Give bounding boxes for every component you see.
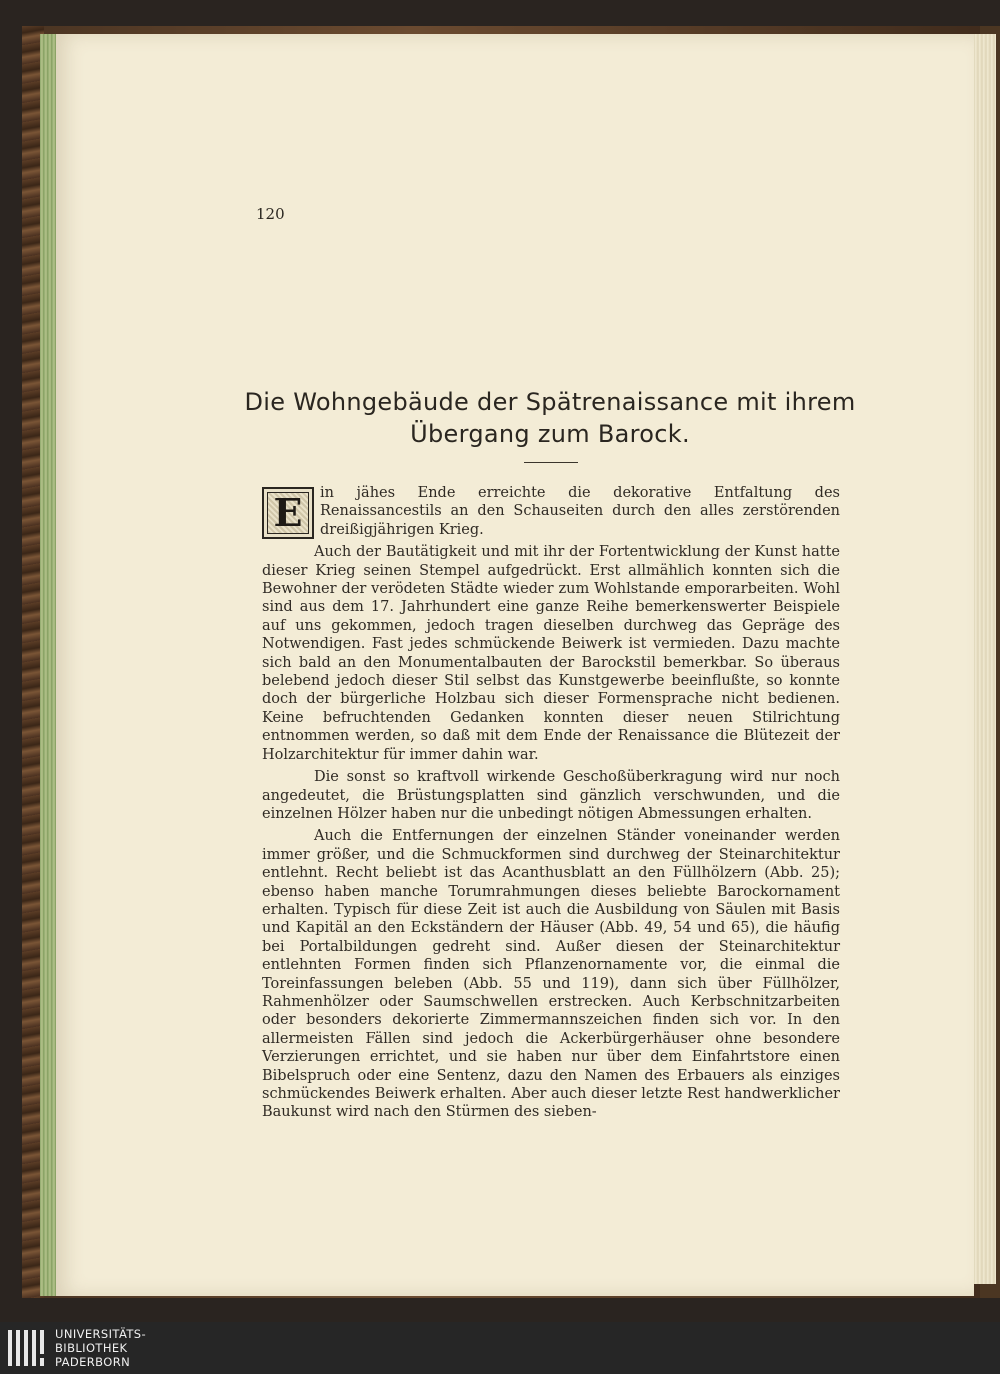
library-logo-icon: [8, 1330, 50, 1366]
library-name-line-2: BIBLIOTHEK: [55, 1341, 128, 1355]
paragraph-text: in jähes Ende erreichte die dekorative Entfaltung des Renaissancestils an den Schauseiten durch den alles zerstörenden dreißigjährigen Krieg.: [320, 485, 840, 538]
library-name-line-1: UNIVERSITÄTS-: [55, 1327, 147, 1341]
paragraph-2: Auch der Bautätigkeit und mit ihr der Fortentwicklung der Kunst hatte dieser Krieg seinen Stempel aufgedrückt. Erst allmählich konnten sich die Bewohner der verödeten Städte wieder zum Wohlstande emporarbeiten. Wohl sind aus dem 17. Jahrhundert eine ganze Reihe bemerkenswerter Beispiele auf uns gekommen, jedoch tragen dieselben durchweg das Gepräge des Notwendigen. Fast jedes schmückende Beiwerk ist vermieden. Dazu machte sich bald an den Monumentalbauten der Barockstil bemerkbar. So überaus belebend jedoch dieser Stil selbst das Kunstgewerbe beeinflußte, so konnte doch der bürgerliche Holzbau sich dieser Formensprache nicht bedienen. Keine befruchtenden Gedanken konnten dieser neuen Stilrichtung entnommen werden, so daß mit dem Ende der Renaissance die Blütezeit der Holzarchitektur für immer dahin war.: [262, 544, 840, 763]
page-number: 120: [256, 205, 285, 223]
chapter-title-line-1: Die Wohngebäude der Spätrenaissance mit ihrem: [244, 388, 856, 416]
library-footer: [0, 1322, 1000, 1374]
library-name: [55, 1327, 146, 1369]
body-text: [262, 484, 840, 1122]
library-name-line-3: PADERBORN: [55, 1355, 131, 1369]
chapter-title: [230, 386, 870, 450]
paragraph-4: Auch die Entfernungen der einzelnen Ständer voneinander werden immer größer, und die Schmuckformen sind durchweg der Steinarchitektur entlehnt. Recht beliebt ist das Acanthusblatt an den Füllhölzern (Abb. 25); ebenso haben manche Torumrahmungen dieses beliebte Barockornament erhalten. Typisch für diese Zeit ist auch die Ausbildung von Säulen mit Basis und Kapitäl an den Eckständern der Häuser (Abb. 49, 54 und 65), die häufig bei Portalbildungen gedreht sind. Außer diesen der Steinarchitektur entlehnten Formen finden sich Pflanzenornamente vor, die einmal die Toreinfassungen beleben (Abb. 55 und 119), dann sich über Füllhölzer, Rahmenhölzer oder Saumschwellen erstrecken. Auch Kerbschnitzarbeiten oder besonders dekorierte Zimmermannszeichen finden sich vor. In den allermeisten Fällen sind jedoch die Ackerbürgerhäuser ohne besondere Verzierungen errichtet, und sie haben nur über dem Einfahrtstore einen Bibelspruch oder eine Sentenz, dazu den Namen des Erbauers als einziges schmückendes Beiwerk erhalten. Aber auch dieser letzte Rest handwerklicher Baukunst wird nach den Stürmen des sieben-: [262, 828, 840, 1121]
drop-cap-initial: [262, 487, 314, 539]
drop-cap-letter: E: [273, 489, 303, 535]
chapter-title-line-2: Übergang zum Barock.: [410, 420, 690, 448]
paragraph-3: Die sonst so kraftvoll wirkende Geschoßüberkragung wird nur noch angedeutet, die Brüstungsplatten sind gänzlich verschwunden, und die einzelnen Hölzer haben nur die unbedingt nötigen Abmessungen erhalten.: [262, 769, 840, 822]
paragraph-1: [262, 484, 840, 539]
title-divider: [524, 462, 578, 463]
